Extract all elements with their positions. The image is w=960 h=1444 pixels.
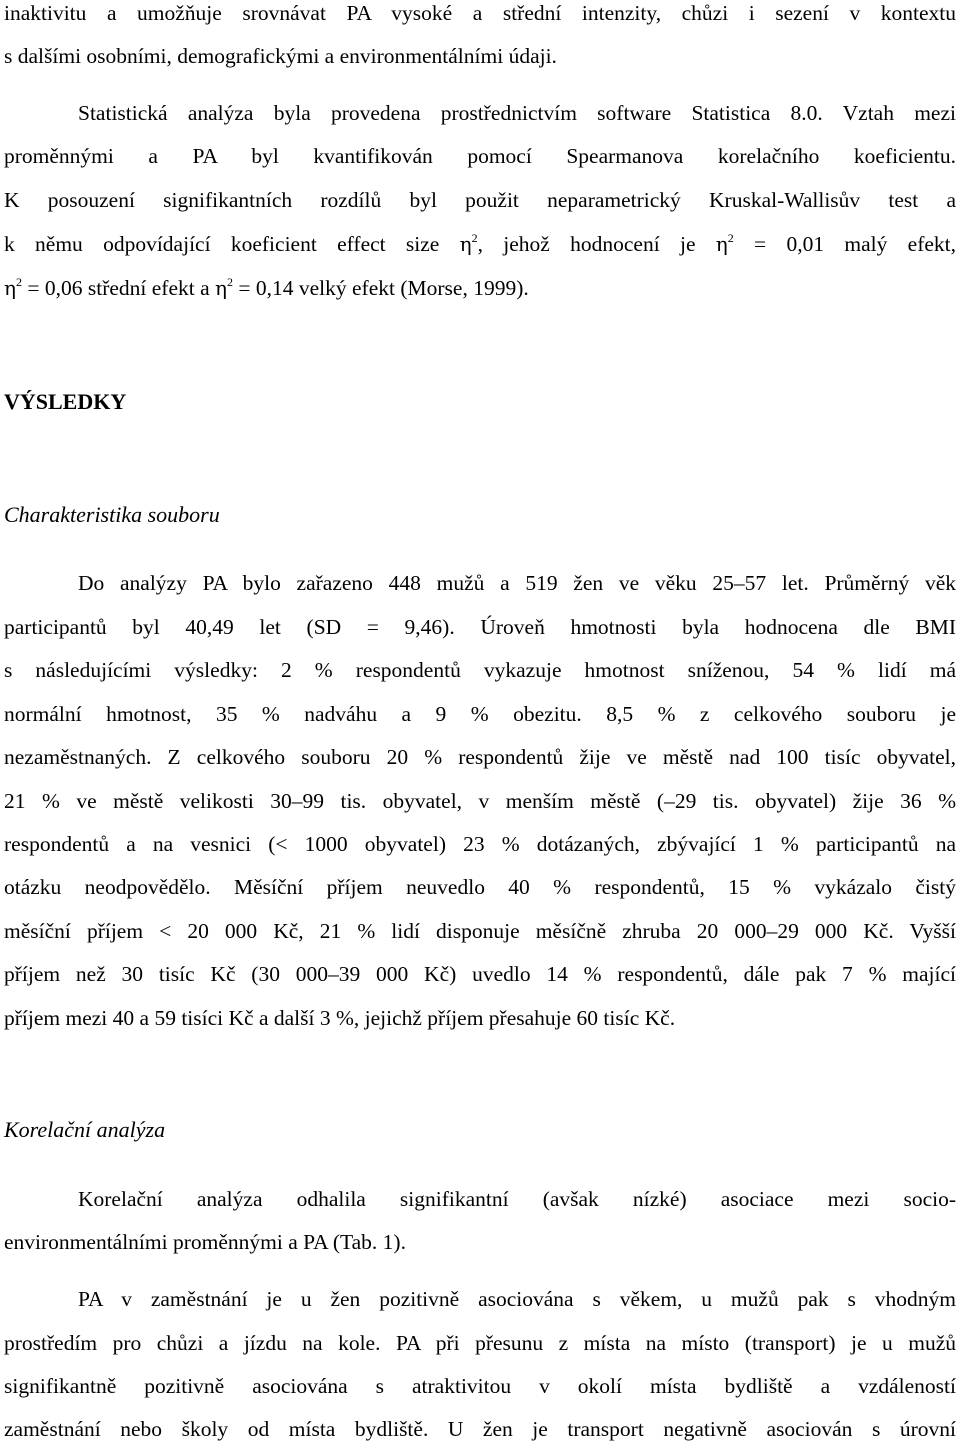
text-line: signifikantně pozitivně asociována s atraktivitou v okolí místa bydliště a vzdáleností — [4, 1374, 956, 1398]
text-span: , jehož hodnocení je — [477, 232, 716, 256]
eta-symbol: η — [459, 232, 472, 256]
superscript: 2 — [471, 231, 478, 245]
text-line: příjem než 30 tisíc Kč (30 000–39 000 Kč) uvedlo 14 % respondentů, dále pak 7 % mající — [4, 962, 956, 986]
text-line: s dalšími osobními, demografickými a environmentálními údaji. — [4, 44, 557, 68]
text-line: nezaměstnaných. Z celkového souboru 20 % respondentů žije ve městě nad 100 tisíc obyvatel, — [4, 745, 956, 769]
superscript: 2 — [15, 275, 22, 289]
superscript: 2 — [227, 275, 233, 289]
text-line: K posouzení signifikantních rozdílů byl použit neparametrický Kruskal-Wallisův test a — [4, 188, 956, 212]
eta-symbol: η — [715, 232, 728, 256]
text-line: měsíční příjem < 20 000 Kč, 21 % lidí disponuje měsíčně zhruba 20 000–29 000 Kč. Vyšší — [4, 919, 956, 943]
subsection-heading: Korelační analýza — [4, 1117, 166, 1142]
text-line: otázku neodpovědělo. Měsíční příjem neuvedlo 40 % respondentů, 15 % vykázalo čistý — [4, 875, 956, 899]
text-line: inaktivitu a umožňuje srovnávat PA vysoké a střední intenzity, chůzi i sezení v kontextu — [4, 1, 956, 25]
text-line: Statistická analýza byla provedena prostřednictvím software Statistica 8.0. Vztah mezi — [78, 101, 956, 125]
eta-symbol: η — [4, 276, 16, 300]
text-line: zaměstnání nebo školy od místa bydliště. U žen je transport negativně asociován s úrovní — [4, 1417, 956, 1441]
section-heading: VÝSLEDKY — [4, 389, 127, 414]
text-line: respondentů a na vesnici (< 1000 obyvatel) 23 % dotázaných, zbývající 1 % participantů na — [4, 832, 956, 856]
text-line: s následujícími výsledky: 2 % respondentů vykazuje hmotnost sníženou, 54 % lidí má — [4, 658, 956, 682]
text-line: prostředím pro chůzi a jízdu na kole. PA při přesunu z místa na místo (transport) je u mužů — [4, 1331, 956, 1355]
text-line: participantů byl 40,49 let (SD = 9,46). Úroveň hmotnosti byla hodnocena dle BMI — [4, 615, 956, 639]
text-line-with-eta — [4, 231, 956, 257]
text-span: = 0,14 velký efekt (Morse, 1999). — [233, 276, 529, 300]
text-line-with-eta — [4, 275, 956, 301]
text-line: 21 % ve městě velikosti 30–99 tis. obyvatel, v menším městě (–29 tis. obyvatel) žije 36 % — [4, 789, 956, 813]
text-line: příjem mezi 40 a 59 tisíci Kč a další 3 %, jejichž příjem přesahuje 60 tisíc Kč. — [4, 1006, 676, 1030]
superscript: 2 — [727, 231, 734, 245]
text-span: = 0,06 střední efekt a — [21, 276, 216, 300]
eta-symbol: η — [215, 276, 227, 300]
text-line: normální hmotnost, 35 % nadváhu a 9 % obezitu. 8,5 % z celkového souboru je — [4, 702, 956, 726]
text-line: Do analýzy PA bylo zařazeno 448 mužů a 519 žen ve věku 25–57 let. Průměrný věk — [78, 571, 956, 595]
subsection-heading: Charakteristika souboru — [4, 502, 220, 527]
text-span: = 0,01 malý efekt, — [733, 232, 956, 256]
text-span: k němu odpovídající koeficient effect size — [4, 232, 460, 256]
text-line: environmentálními proměnnými a PA (Tab. 1). — [4, 1230, 406, 1254]
text-line: Korelační analýza odhalila signifikantní (avšak nízké) asociace mezi socio- — [78, 1187, 956, 1211]
text-line: PA v zaměstnání je u žen pozitivně asociována s věkem, u mužů pak s vhodným — [78, 1287, 956, 1311]
text-line: proměnnými a PA byl kvantifikován pomocí Spearmanova korelačního koeficientu. — [4, 144, 956, 168]
